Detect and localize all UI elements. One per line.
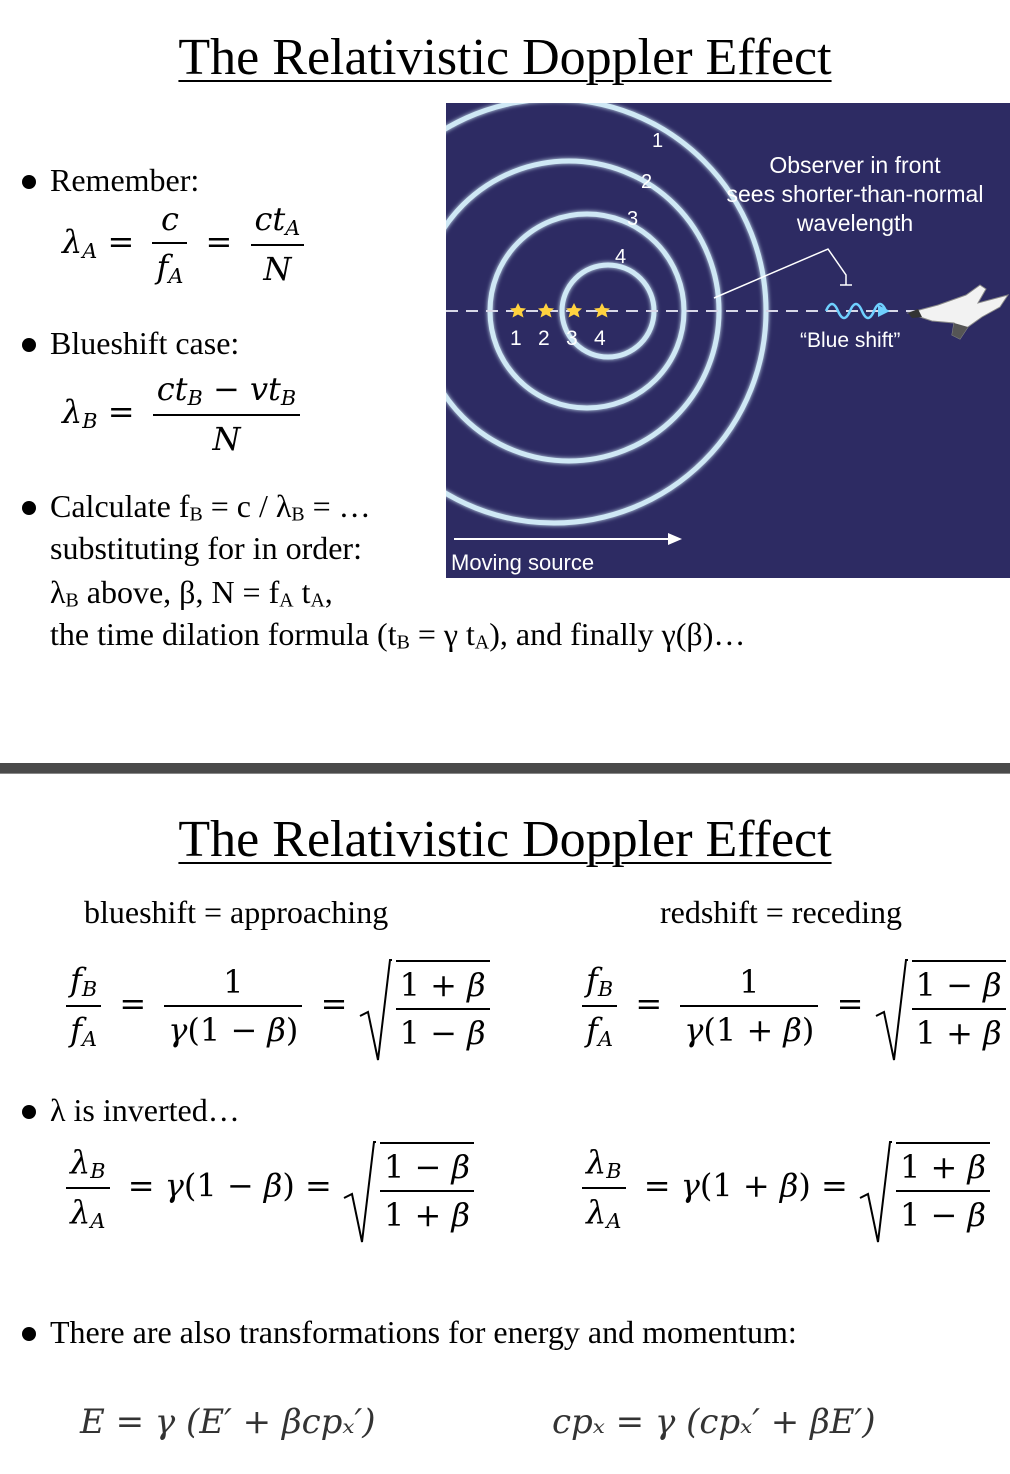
space-shuttle-icon <box>908 285 1008 339</box>
redshift-heading: redshift = receding <box>660 894 902 930</box>
moving-source-label: Moving source <box>451 550 595 575</box>
source-number-labels <box>510 327 606 350</box>
blueshift-heading: blueshift = approaching <box>84 894 389 930</box>
bullet-dot <box>22 1327 36 1341</box>
bullet-remember-text: Remember: <box>50 162 200 198</box>
source-label-3: 3 <box>566 327 578 350</box>
bullet-blueshift-text: Blueshift case: <box>50 325 240 361</box>
bullet-blueshift <box>22 325 239 362</box>
slide1-title: The Relativistic Doppler Effect <box>178 29 832 86</box>
wave-number-labels <box>615 130 663 268</box>
source-label-1: 1 <box>510 327 522 350</box>
equation-lambda-b: λB = $\frac{\text{ctB − vtB}}{N}$ <box>62 370 308 458</box>
equation-momentum: cpₓ = γ (cpₓ′ + βE′) <box>552 1402 876 1442</box>
wave-label-2: 2 <box>641 171 653 193</box>
bullet-dot <box>22 175 36 189</box>
pointer-line <box>714 249 846 298</box>
calc-line-3: λB above, β, N = fA tA, <box>50 574 333 612</box>
star-icon <box>566 303 582 318</box>
bullet-lambda-inverted: λ is inverted… <box>22 1092 240 1129</box>
bullet-calculate: Calculate fB = c / λB = … <box>22 488 371 527</box>
star-icon <box>594 303 610 318</box>
bullet-energy-momentum: There are also transformations for energy and momentum: <box>22 1314 797 1351</box>
equation-lambda-redshift: $\frac{\lambda B}{\lambda A}$ = γ(1 + β) = $\frac{1 + \beta}{1 - \beta}$ <box>574 1142 994 1234</box>
wave-label-4: 4 <box>615 246 627 268</box>
blue-shift-label: “Blue shift” <box>800 329 901 352</box>
equation-freq-redshift: $\frac{fB}{fA}$ = $\frac{1}{\gamma(1 + \beta)}$ = $\frac{1 - \beta}{1 + \beta}$ <box>574 960 1010 1052</box>
wave-label-1: 1 <box>652 130 664 152</box>
source-label-2: 2 <box>538 327 550 350</box>
slide2-title: The Relativistic Doppler Effect <box>178 811 832 868</box>
star-icon <box>510 303 526 318</box>
motion-arrow-icon <box>668 533 682 545</box>
equation-lambda-blueshift: $\frac{\lambda B}{\lambda A}$ = γ(1 − β) = $\frac{1 - \beta}{1 + \beta}$ <box>58 1142 478 1234</box>
bullet-dot <box>22 501 36 515</box>
bullet-dot <box>22 1105 36 1119</box>
equation-freq-blueshift: $\frac{fB}{fA}$ = $\frac{1}{\gamma(1 - \beta)}$ = $\frac{1 + \beta}{1 - \beta}$ <box>58 960 494 1052</box>
star-icon <box>538 303 554 318</box>
equation-lambda-a: λA = $\frac{c}{fA}$ = $\frac{\text{ctA}}{N}$ <box>62 200 312 288</box>
source-label-4: 4 <box>594 327 606 350</box>
observer-caption: Observer in front sees shorter-than-normal wavelength <box>726 152 984 236</box>
wave-label-3: 3 <box>627 208 639 230</box>
calc-line-4: the time dilation formula (tB = γ tA), and finally γ(β)… <box>50 616 746 654</box>
doppler-figure <box>446 103 1010 578</box>
bullet-remember <box>22 162 199 199</box>
equation-energy: E = γ (E′ + βcpₓ′) <box>80 1402 376 1442</box>
bullet-dot <box>22 338 36 352</box>
slide-divider <box>0 763 1010 774</box>
calc-line-2: substituting for in order: <box>50 530 362 566</box>
